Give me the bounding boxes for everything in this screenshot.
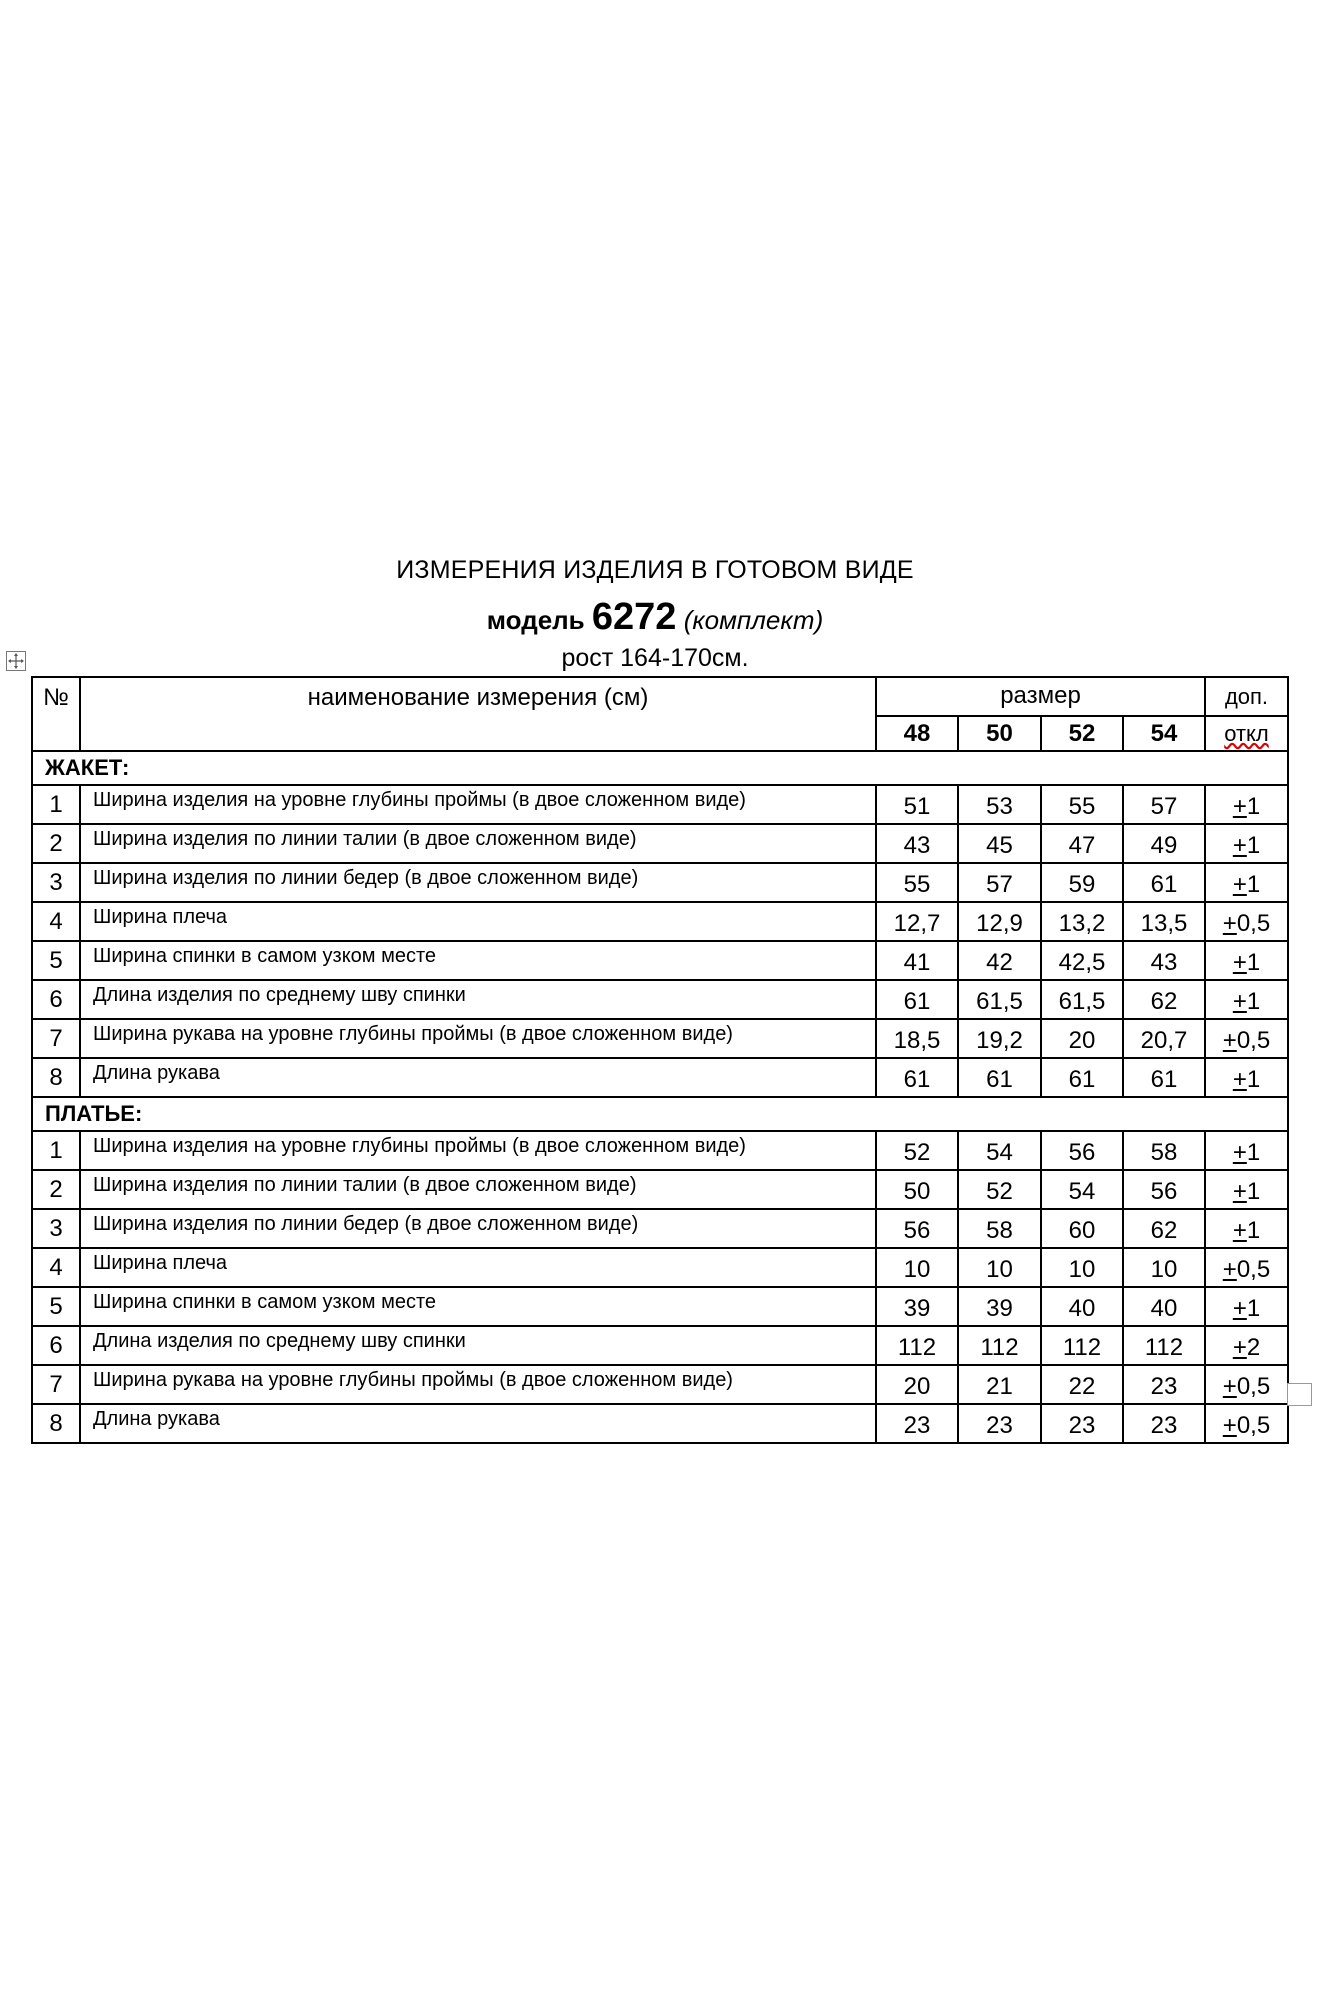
- height-range: рост 164-170см.: [561, 644, 749, 672]
- tolerance-sign: +: [1232, 1065, 1247, 1093]
- measurement-value: 40: [1041, 1287, 1123, 1326]
- measurement-value: 61,5: [1041, 980, 1123, 1019]
- tolerance-sign: +: [1232, 1177, 1247, 1205]
- measurement-name: Ширина изделия на уровне глубины проймы (в двое сложенном виде): [80, 1131, 876, 1170]
- tolerance-sign: +: [1222, 909, 1237, 937]
- measurement-name: Ширина рукава на уровне глубины проймы (в двое сложенном виде): [80, 1019, 876, 1058]
- measurement-value: 61,5: [958, 980, 1041, 1019]
- tolerance-cell: [1205, 902, 1288, 941]
- otkl-label: откл: [1224, 720, 1269, 746]
- row-number: 7: [32, 1365, 80, 1404]
- tolerance-sign: +: [1222, 1411, 1237, 1439]
- table-row: [32, 1404, 1288, 1443]
- tolerance-cell: [1205, 824, 1288, 863]
- measurement-value: 40: [1123, 1287, 1205, 1326]
- table-row: [32, 1170, 1288, 1209]
- tolerance-cell: [1205, 980, 1288, 1019]
- tolerance-sign: +: [1222, 1372, 1237, 1400]
- measurement-name: Длина изделия по среднему шву спинки: [80, 980, 876, 1019]
- measurement-value: 112: [958, 1326, 1041, 1365]
- table-row: [32, 785, 1288, 824]
- measurement-value: 43: [1123, 941, 1205, 980]
- measurement-value: 58: [958, 1209, 1041, 1248]
- tolerance-sign: +: [1222, 1255, 1237, 1283]
- row-number: 2: [32, 1170, 80, 1209]
- measurement-name: Ширина плеча: [80, 902, 876, 941]
- size-54-header: 54: [1123, 716, 1205, 751]
- row-number: 1: [32, 1131, 80, 1170]
- measurement-value: 19,2: [958, 1019, 1041, 1058]
- table-resize-handle[interactable]: [1287, 1383, 1312, 1406]
- col-otkl-header: [1205, 716, 1288, 751]
- measurement-value: 57: [958, 863, 1041, 902]
- measurement-value: 61: [876, 1058, 958, 1097]
- tolerance-cell: [1205, 1170, 1288, 1209]
- measurement-value: 47: [1041, 824, 1123, 863]
- measurement-name: Длина изделия по среднему шву спинки: [80, 1326, 876, 1365]
- measurement-value: 112: [876, 1326, 958, 1365]
- measurement-value: 13,5: [1123, 902, 1205, 941]
- measurement-name: Ширина изделия по линии бедер (в двое сложенном виде): [80, 863, 876, 902]
- measurement-value: 51: [876, 785, 958, 824]
- measurement-value: 13,2: [1041, 902, 1123, 941]
- row-number: 5: [32, 1287, 80, 1326]
- table-row: [32, 1209, 1288, 1248]
- tolerance-value: 0,5: [1236, 1255, 1271, 1283]
- measurement-value: 58: [1123, 1131, 1205, 1170]
- tolerance-value: 0,5: [1236, 1372, 1271, 1400]
- table-move-handle-icon[interactable]: [6, 651, 26, 671]
- measurement-name: Ширина плеча: [80, 1248, 876, 1287]
- tolerance-cell: [1205, 1058, 1288, 1097]
- model-number: 6272: [591, 596, 677, 638]
- tolerance-value: 1: [1246, 1065, 1261, 1093]
- tolerance-value: 1: [1246, 1216, 1261, 1244]
- measurement-name: Ширина изделия по линии талии (в двое сложенном виде): [80, 824, 876, 863]
- size-48-header: 48: [876, 716, 958, 751]
- row-number: 6: [32, 980, 80, 1019]
- measurement-value: 61: [1041, 1058, 1123, 1097]
- measurement-value: 62: [1123, 1209, 1205, 1248]
- measurement-value: 20: [876, 1365, 958, 1404]
- tolerance-cell: [1205, 863, 1288, 902]
- table-row: [32, 824, 1288, 863]
- row-number: 4: [32, 902, 80, 941]
- measurement-value: 52: [958, 1170, 1041, 1209]
- model-line: [0, 596, 1310, 639]
- table-row: [32, 1326, 1288, 1365]
- tolerance-value: 1: [1246, 1138, 1261, 1166]
- tolerance-value: 2: [1246, 1333, 1261, 1361]
- measurement-table: [31, 676, 1289, 1444]
- measurement-value: 43: [876, 824, 958, 863]
- measurement-name: Ширина изделия по линии талии (в двое сложенном виде): [80, 1170, 876, 1209]
- measurement-value: 23: [1123, 1365, 1205, 1404]
- table-row: [32, 941, 1288, 980]
- row-number: 2: [32, 824, 80, 863]
- tolerance-cell: [1205, 1209, 1288, 1248]
- measurement-value: 50: [876, 1170, 958, 1209]
- table-row: [32, 1131, 1288, 1170]
- measurement-value: 52: [876, 1131, 958, 1170]
- tolerance-cell: [1205, 1019, 1288, 1058]
- tolerance-value: 1: [1246, 831, 1261, 859]
- tolerance-sign: +: [1232, 792, 1247, 820]
- tolerance-value: 0,5: [1236, 1411, 1271, 1439]
- measurement-value: 112: [1041, 1326, 1123, 1365]
- tolerance-value: 1: [1246, 870, 1261, 898]
- measurement-value: 10: [876, 1248, 958, 1287]
- measurement-value: 10: [1041, 1248, 1123, 1287]
- row-number: 8: [32, 1058, 80, 1097]
- tolerance-cell: [1205, 1365, 1288, 1404]
- table-row: [32, 1058, 1288, 1097]
- table-row: [32, 1365, 1288, 1404]
- measurement-value: 23: [958, 1404, 1041, 1443]
- measurement-value: 61: [1123, 863, 1205, 902]
- tolerance-value: 0,5: [1236, 1026, 1271, 1054]
- row-number: 4: [32, 1248, 80, 1287]
- col-dop-header: доп.: [1205, 677, 1288, 716]
- measurement-value: 59: [1041, 863, 1123, 902]
- measurement-value: 49: [1123, 824, 1205, 863]
- table-row: [32, 1019, 1288, 1058]
- tolerance-value: 0,5: [1236, 909, 1271, 937]
- row-number: 6: [32, 1326, 80, 1365]
- measurement-value: 23: [1041, 1404, 1123, 1443]
- measurement-value: 20: [1041, 1019, 1123, 1058]
- measurement-value: 54: [958, 1131, 1041, 1170]
- tolerance-cell: [1205, 1326, 1288, 1365]
- tolerance-cell: [1205, 785, 1288, 824]
- tolerance-sign: +: [1232, 831, 1247, 859]
- tolerance-value: 1: [1246, 1177, 1261, 1205]
- measurement-value: 39: [958, 1287, 1041, 1326]
- row-number: 1: [32, 785, 80, 824]
- measurement-value: 23: [876, 1404, 958, 1443]
- measurement-value: 10: [1123, 1248, 1205, 1287]
- measurement-value: 55: [1041, 785, 1123, 824]
- row-number: 3: [32, 1209, 80, 1248]
- tolerance-sign: +: [1232, 1333, 1247, 1361]
- measurement-value: 23: [1123, 1404, 1205, 1443]
- row-number: 7: [32, 1019, 80, 1058]
- measurement-value: 18,5: [876, 1019, 958, 1058]
- tolerance-value: 1: [1246, 948, 1261, 976]
- measurement-value: 55: [876, 863, 958, 902]
- col-name-header: наименование измерения (см): [80, 677, 876, 751]
- tolerance-sign: +: [1232, 987, 1247, 1015]
- measurement-value: 42,5: [1041, 941, 1123, 980]
- measurement-value: 61: [1123, 1058, 1205, 1097]
- measurement-value: 57: [1123, 785, 1205, 824]
- table-row: [32, 863, 1288, 902]
- row-number: 8: [32, 1404, 80, 1443]
- tolerance-sign: +: [1232, 1216, 1247, 1244]
- measurement-value: 112: [1123, 1326, 1205, 1365]
- measurement-value: 60: [1041, 1209, 1123, 1248]
- size-50-header: 50: [958, 716, 1041, 751]
- tolerance-sign: +: [1232, 1294, 1247, 1322]
- measurement-value: 61: [958, 1058, 1041, 1097]
- measurement-name: Ширина спинки в самом узком месте: [80, 941, 876, 980]
- measurement-value: 21: [958, 1365, 1041, 1404]
- tolerance-cell: [1205, 1131, 1288, 1170]
- measurement-value: 56: [876, 1209, 958, 1248]
- measurement-value: 62: [1123, 980, 1205, 1019]
- measurement-name: Ширина изделия по линии бедер (в двое сложенном виде): [80, 1209, 876, 1248]
- tolerance-cell: [1205, 1404, 1288, 1443]
- tolerance-value: 1: [1246, 987, 1261, 1015]
- measurement-name: Длина рукава: [80, 1058, 876, 1097]
- table-row: [32, 1287, 1288, 1326]
- col-no-header: №: [32, 677, 80, 751]
- section-title: ПЛАТЬЕ:: [32, 1097, 1288, 1131]
- measurement-value: 12,9: [958, 902, 1041, 941]
- measurement-value: 41: [876, 941, 958, 980]
- model-label: модель: [486, 605, 585, 635]
- measurement-value: 56: [1041, 1131, 1123, 1170]
- col-size-header: размер: [876, 677, 1205, 716]
- measurement-name: Ширина рукава на уровне глубины проймы (в двое сложенном виде): [80, 1365, 876, 1404]
- measurement-value: 42: [958, 941, 1041, 980]
- measurement-value: 20,7: [1123, 1019, 1205, 1058]
- tolerance-cell: [1205, 1287, 1288, 1326]
- tolerance-cell: [1205, 1248, 1288, 1287]
- tolerance-sign: +: [1232, 948, 1247, 976]
- measurement-name: Ширина изделия на уровне глубины проймы (в двое сложенном виде): [80, 785, 876, 824]
- measurement-name: Длина рукава: [80, 1404, 876, 1443]
- document-title: ИЗМЕРЕНИЯ ИЗДЕЛИЯ В ГОТОВОМ ВИДЕ: [396, 556, 914, 584]
- measurement-value: 53: [958, 785, 1041, 824]
- tolerance-cell: [1205, 941, 1288, 980]
- measurement-name: Ширина спинки в самом узком месте: [80, 1287, 876, 1326]
- measurement-value: 39: [876, 1287, 958, 1326]
- model-kit: (комплект): [683, 605, 824, 635]
- table-row: [32, 1248, 1288, 1287]
- table-row: [32, 980, 1288, 1019]
- tolerance-sign: +: [1232, 870, 1247, 898]
- size-52-header: 52: [1041, 716, 1123, 751]
- row-number: 5: [32, 941, 80, 980]
- section-row: [32, 751, 1288, 785]
- measurement-value: 56: [1123, 1170, 1205, 1209]
- section-row: [32, 1097, 1288, 1131]
- tolerance-sign: +: [1222, 1026, 1237, 1054]
- tolerance-value: 1: [1246, 792, 1261, 820]
- measurement-value: 22: [1041, 1365, 1123, 1404]
- measurement-value: 45: [958, 824, 1041, 863]
- measurement-value: 61: [876, 980, 958, 1019]
- measurement-value: 12,7: [876, 902, 958, 941]
- section-title: ЖАКЕТ:: [32, 751, 1288, 785]
- row-number: 3: [32, 863, 80, 902]
- measurement-value: 10: [958, 1248, 1041, 1287]
- tolerance-sign: +: [1232, 1138, 1247, 1166]
- measurement-value: 54: [1041, 1170, 1123, 1209]
- tolerance-value: 1: [1246, 1294, 1261, 1322]
- table-row: [32, 902, 1288, 941]
